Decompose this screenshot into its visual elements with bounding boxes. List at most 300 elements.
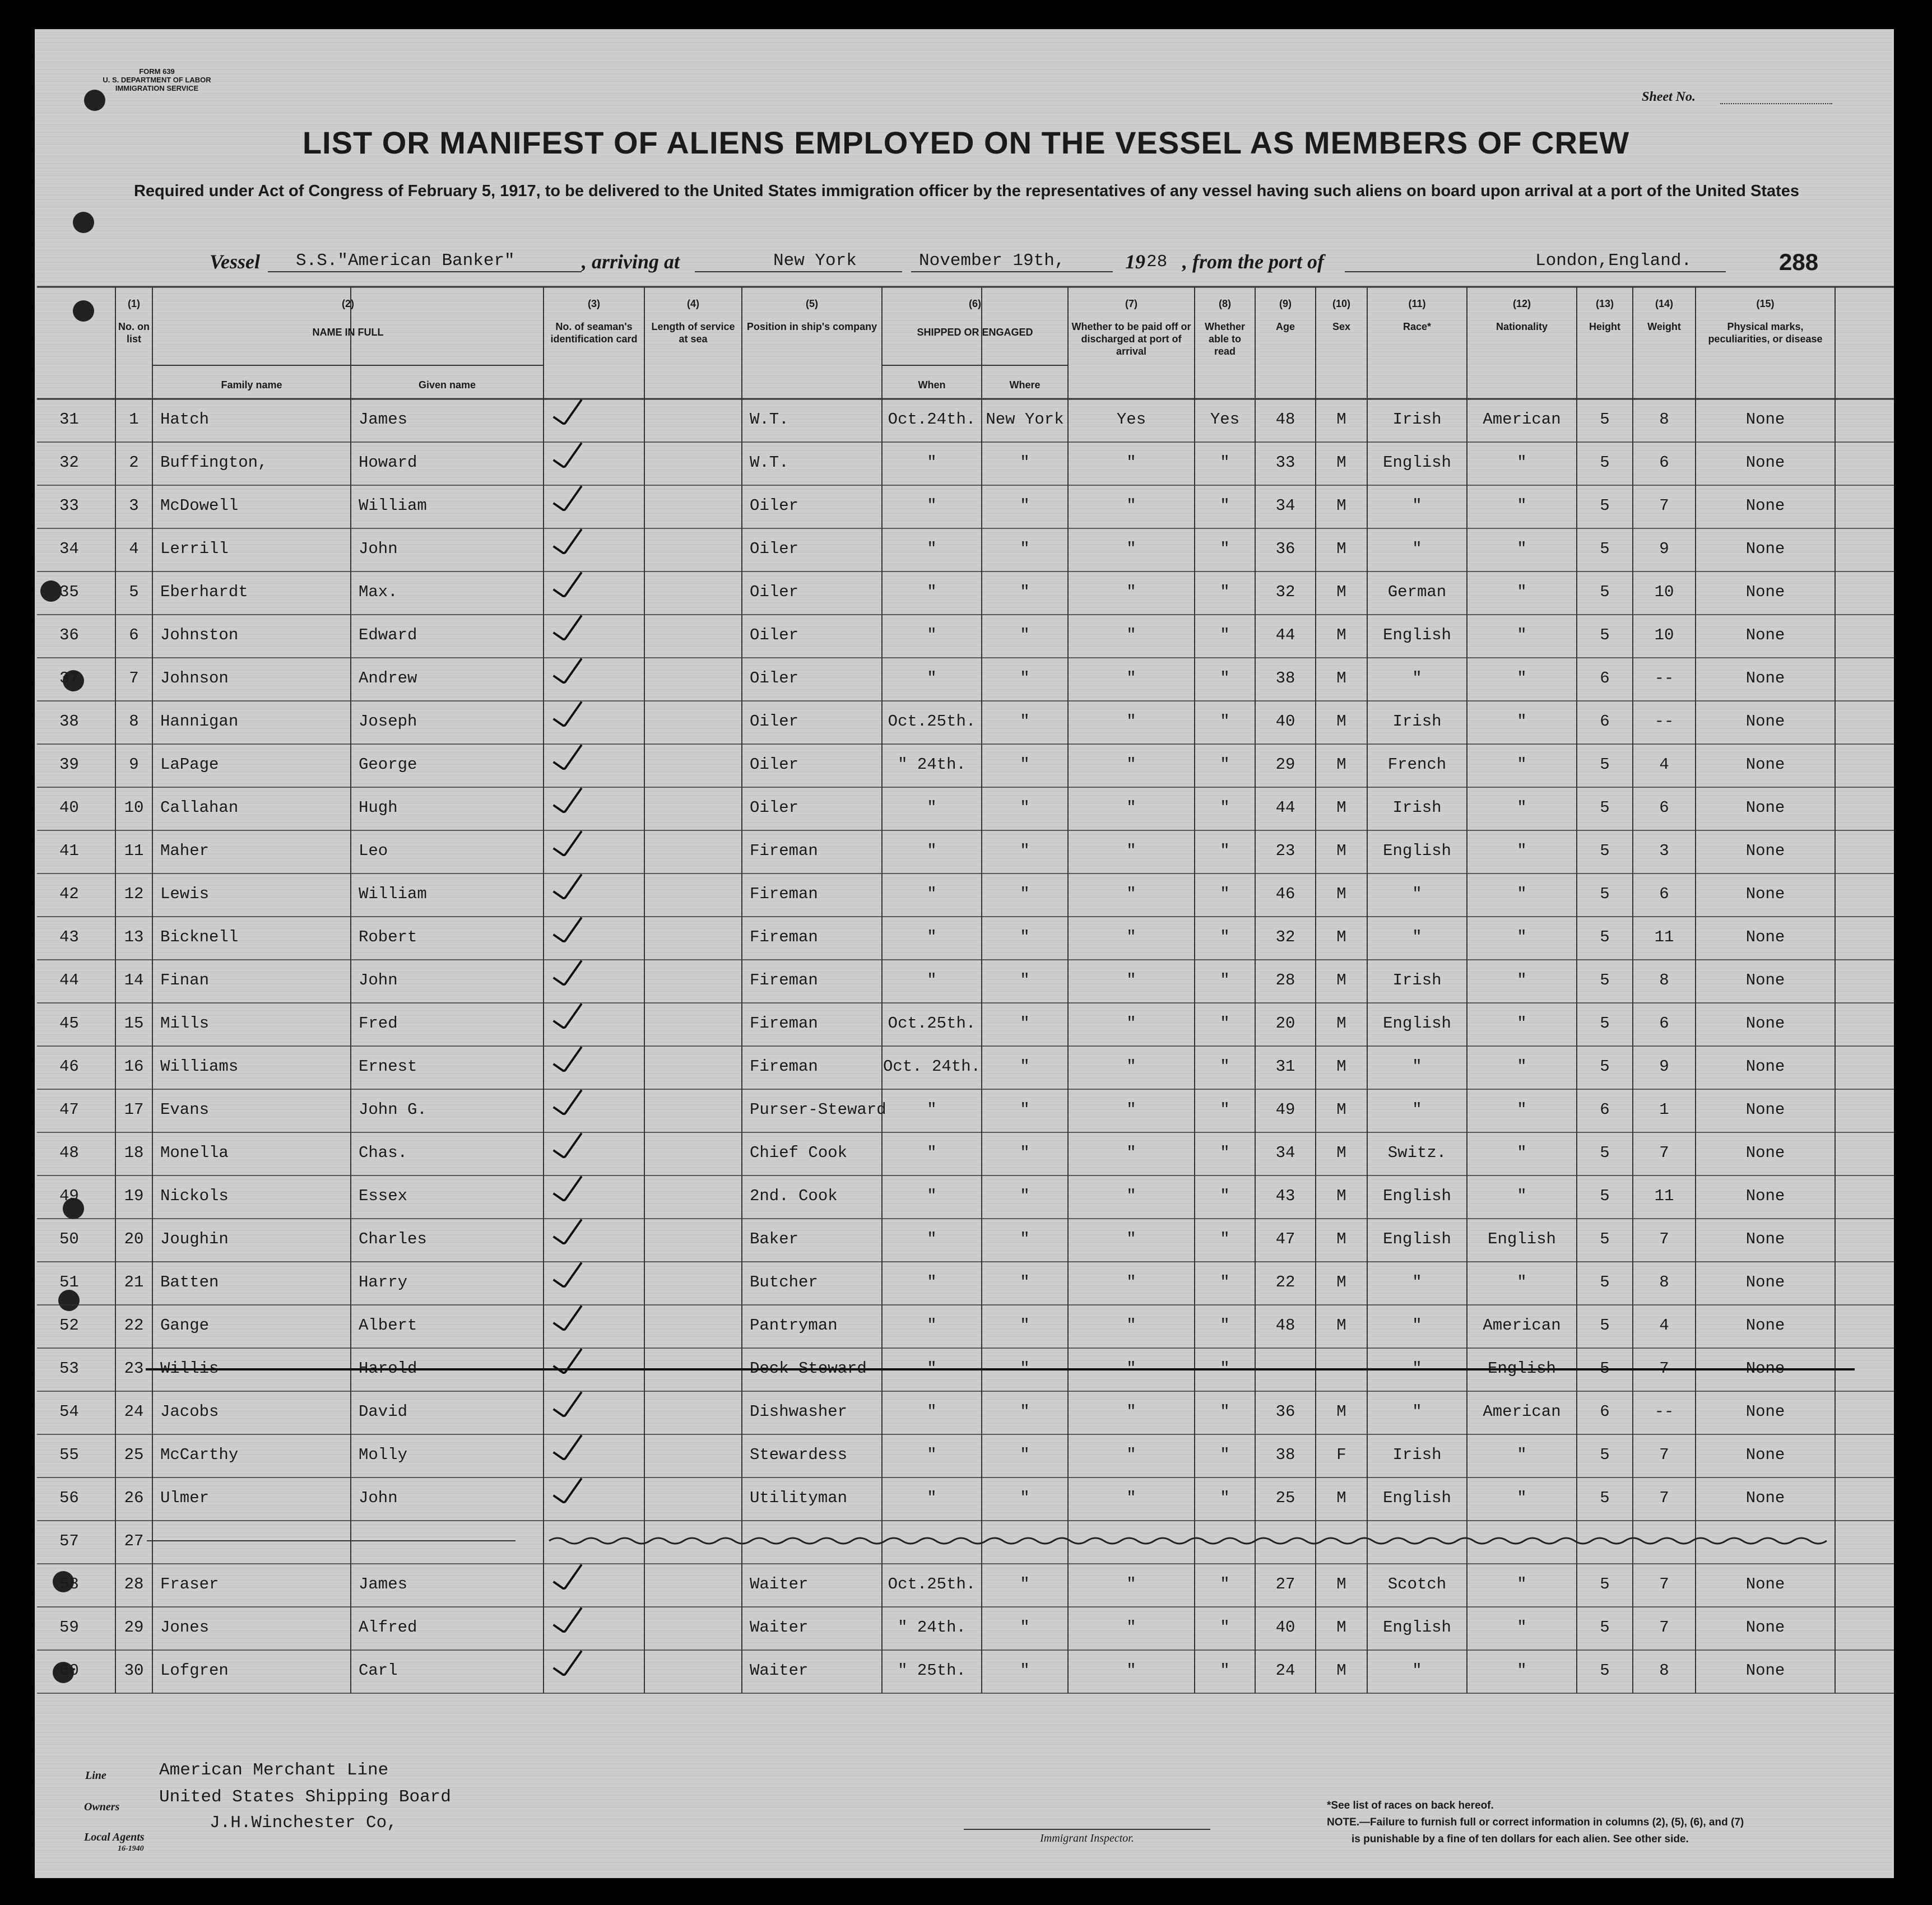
cell-read: " bbox=[1220, 1575, 1230, 1593]
cell-given: James bbox=[359, 1575, 408, 1593]
cell-no: 23 bbox=[124, 1359, 144, 1378]
cell-nationality: English bbox=[1488, 1359, 1556, 1378]
cell-age: 29 bbox=[1275, 755, 1295, 774]
cell-nationality: " bbox=[1517, 1144, 1527, 1162]
cell-marks: None bbox=[1745, 1489, 1785, 1507]
cell-where: " bbox=[1020, 1359, 1030, 1378]
cell-position: Oiler bbox=[750, 540, 799, 558]
sheet-line-number: 46 bbox=[59, 1057, 79, 1076]
cell-race: " bbox=[1412, 885, 1422, 903]
cell-weight: 9 bbox=[1659, 540, 1669, 558]
cell-nationality: " bbox=[1517, 1100, 1527, 1119]
page-subtitle: Required under Act of Congress of February 5, 1917, to be delivered to the United States immigration officer by the representatives of any vessel having such aliens on board upon arrival at a port of the United States bbox=[133, 182, 1800, 200]
cell-position: Waiter bbox=[750, 1575, 809, 1593]
cell-position: Fireman bbox=[750, 928, 818, 946]
cell-where: " bbox=[1020, 1144, 1030, 1162]
cell-no: 21 bbox=[124, 1273, 144, 1291]
cell-when: " bbox=[927, 540, 937, 558]
table-row bbox=[0, 1477, 1932, 1521]
cell-paid: " bbox=[1126, 1273, 1136, 1291]
cell-age: 49 bbox=[1275, 1100, 1295, 1119]
cell-weight: 6 bbox=[1659, 885, 1669, 903]
cell-race: " bbox=[1412, 1402, 1422, 1421]
cell-paid: " bbox=[1126, 885, 1136, 903]
cell-race: " bbox=[1412, 928, 1422, 946]
cell-race: English bbox=[1383, 453, 1451, 472]
cell-height: 5 bbox=[1600, 842, 1610, 860]
cell-marks: None bbox=[1745, 496, 1785, 515]
cell-read: " bbox=[1220, 1446, 1230, 1464]
cell-family: Mills bbox=[160, 1014, 210, 1033]
column-number: (15) bbox=[1756, 298, 1775, 309]
cell-age: 44 bbox=[1275, 626, 1295, 644]
cell-no: 11 bbox=[124, 842, 144, 860]
cell-paid: " bbox=[1126, 453, 1136, 472]
cell-no: 5 bbox=[129, 583, 139, 601]
cell-sex: M bbox=[1336, 540, 1346, 558]
cell-height: 5 bbox=[1600, 1014, 1610, 1033]
cell-weight: 3 bbox=[1659, 842, 1669, 860]
cell-no: 12 bbox=[124, 885, 144, 903]
cell-weight: 7 bbox=[1659, 1144, 1669, 1162]
cell-age: 22 bbox=[1275, 1273, 1295, 1291]
cell-no: 16 bbox=[124, 1057, 144, 1076]
cell-sex: M bbox=[1336, 1014, 1346, 1033]
cell-age: 40 bbox=[1275, 712, 1295, 731]
table-row bbox=[0, 1003, 1932, 1046]
sheet-line-number: 55 bbox=[59, 1446, 79, 1464]
cell-where: " bbox=[1020, 583, 1030, 601]
cell-age: 48 bbox=[1275, 1316, 1295, 1335]
cell-marks: None bbox=[1745, 1446, 1785, 1464]
cell-where: " bbox=[1020, 1057, 1030, 1076]
cell-age: 23 bbox=[1275, 842, 1295, 860]
cell-given: Molly bbox=[359, 1446, 408, 1464]
cell-no: 3 bbox=[129, 496, 139, 515]
cell-height: 5 bbox=[1600, 1230, 1610, 1248]
cell-marks: None bbox=[1745, 1316, 1785, 1335]
cell-given: Carl bbox=[359, 1661, 398, 1680]
cell-family: Fraser bbox=[160, 1575, 219, 1593]
cell-marks: None bbox=[1745, 971, 1785, 989]
cell-where: " bbox=[1020, 1273, 1030, 1291]
cell-height: 5 bbox=[1600, 1661, 1610, 1680]
cell-height: 5 bbox=[1600, 1575, 1610, 1593]
agents-label: Local Agents bbox=[84, 1831, 145, 1843]
cell-when: " bbox=[927, 1187, 937, 1205]
owners-label: Owners bbox=[84, 1801, 120, 1813]
cell-given: John bbox=[359, 540, 398, 558]
cell-weight: 8 bbox=[1659, 971, 1669, 989]
cell-when: " bbox=[927, 1273, 937, 1291]
cell-read: " bbox=[1220, 1359, 1230, 1378]
cell-position: 2nd. Cook bbox=[750, 1187, 838, 1205]
cell-family: Gange bbox=[160, 1316, 210, 1335]
cell-paid: " bbox=[1126, 1446, 1136, 1464]
cell-no: 2 bbox=[129, 453, 139, 472]
cell-family: Jones bbox=[160, 1618, 210, 1637]
cell-read: " bbox=[1220, 669, 1230, 687]
cell-when: " 24th. bbox=[898, 1618, 966, 1637]
column-header: Whether able to read bbox=[1205, 321, 1245, 357]
cell-no: 22 bbox=[124, 1316, 144, 1335]
column-header: Length of service at sea bbox=[651, 321, 735, 345]
cell-marks: None bbox=[1745, 1661, 1785, 1680]
sheet-line-number: 52 bbox=[59, 1316, 79, 1335]
cell-read: " bbox=[1220, 1489, 1230, 1507]
cell-when: " bbox=[927, 1230, 937, 1248]
cell-nationality: " bbox=[1517, 496, 1527, 515]
cell-nationality: " bbox=[1517, 1489, 1527, 1507]
cell-family: Nickols bbox=[160, 1187, 229, 1205]
cell-nationality: " bbox=[1517, 755, 1527, 774]
cell-read: " bbox=[1220, 1661, 1230, 1680]
sheet-line-number: 47 bbox=[59, 1100, 79, 1119]
cell-when: " 25th. bbox=[898, 1661, 966, 1680]
form-identifier bbox=[67, 67, 247, 92]
cell-marks: None bbox=[1745, 842, 1785, 860]
cell-nationality: " bbox=[1517, 453, 1527, 472]
column-subheader: Given name bbox=[418, 379, 476, 391]
cell-height: 5 bbox=[1600, 1316, 1610, 1335]
cell-when: " bbox=[927, 1144, 937, 1162]
cell-marks: None bbox=[1745, 1057, 1785, 1076]
cell-given: Howard bbox=[359, 453, 417, 472]
year-prefix: 19 bbox=[1125, 250, 1145, 273]
cell-weight: 7 bbox=[1659, 496, 1669, 515]
table-row bbox=[0, 873, 1932, 917]
sheet-line-number: 60 bbox=[59, 1661, 79, 1680]
column-number: (10) bbox=[1332, 298, 1350, 309]
sheet-line-number: 40 bbox=[59, 798, 79, 817]
cell-marks: None bbox=[1745, 1014, 1785, 1033]
cell-no: 9 bbox=[129, 755, 139, 774]
cell-paid: " bbox=[1126, 1359, 1136, 1378]
cell-marks: None bbox=[1745, 1402, 1785, 1421]
column-header: Age bbox=[1275, 321, 1295, 332]
cell-where: " bbox=[1020, 1575, 1030, 1593]
cell-race: " bbox=[1412, 1273, 1422, 1291]
cell-height: 5 bbox=[1600, 1618, 1610, 1637]
sheet-line-number: 48 bbox=[59, 1144, 79, 1162]
cell-given: Essex bbox=[359, 1187, 408, 1205]
cell-paid: " bbox=[1126, 1575, 1136, 1593]
column-number: (12) bbox=[1512, 298, 1531, 309]
cell-race: " bbox=[1412, 1359, 1422, 1378]
cell-nationality: " bbox=[1517, 1661, 1527, 1680]
page-title: LIST OR MANIFEST OF ALIENS EMPLOYED ON THE VESSEL AS MEMBERS OF CREW bbox=[302, 125, 1630, 160]
cell-height: 5 bbox=[1600, 1273, 1610, 1291]
owners-value: United States Shipping Board bbox=[159, 1787, 451, 1807]
cell-marks: None bbox=[1745, 1273, 1785, 1291]
cell-when: Oct.24th. bbox=[888, 410, 976, 429]
cell-weight: 10 bbox=[1654, 583, 1674, 601]
cell-weight: 8 bbox=[1659, 1273, 1669, 1291]
form-reference: 16-1940 bbox=[118, 1844, 144, 1853]
cell-read: " bbox=[1220, 1316, 1230, 1335]
cell-weight: 7 bbox=[1659, 1575, 1669, 1593]
cell-height: 5 bbox=[1600, 928, 1610, 946]
cell-read: " bbox=[1220, 842, 1230, 860]
cell-marks: None bbox=[1745, 1618, 1785, 1637]
vessel-name: S.S."American Banker" bbox=[296, 251, 515, 271]
cell-when: " bbox=[927, 928, 937, 946]
cell-sex: M bbox=[1336, 410, 1346, 429]
cell-where: " bbox=[1020, 1661, 1030, 1680]
cell-family: Johnston bbox=[160, 626, 239, 644]
punch-hole bbox=[73, 212, 94, 233]
cell-family: Callahan bbox=[160, 798, 239, 817]
cell-age: 33 bbox=[1275, 453, 1295, 472]
cell-height: 5 bbox=[1600, 583, 1610, 601]
cell-race: " bbox=[1412, 1661, 1422, 1680]
cell-paid: " bbox=[1126, 798, 1136, 817]
cell-marks: None bbox=[1745, 1230, 1785, 1248]
cell-no: 6 bbox=[129, 626, 139, 644]
cell-given: Harry bbox=[359, 1273, 408, 1291]
cell-read: " bbox=[1220, 1014, 1230, 1033]
cell-race: English bbox=[1383, 1618, 1451, 1637]
line-value: American Merchant Line bbox=[159, 1760, 389, 1780]
sheet-line-number: 45 bbox=[59, 1014, 79, 1033]
cell-age: 24 bbox=[1275, 1661, 1295, 1680]
departure-port: London,England. bbox=[1535, 251, 1692, 271]
port-underline bbox=[695, 271, 902, 272]
cell-height: 5 bbox=[1600, 453, 1610, 472]
penalty-note: NOTE.—Failure to furnish full or correct information in columns (2), (5), (6), and (7) bbox=[1327, 1816, 1744, 1828]
column-header: No. on list bbox=[118, 321, 150, 345]
cell-position: Butcher bbox=[750, 1273, 818, 1291]
column-subheader: Family name bbox=[221, 379, 282, 391]
sheet-line-number: 51 bbox=[59, 1273, 79, 1291]
column-number: (11) bbox=[1408, 298, 1426, 309]
cell-height: 5 bbox=[1600, 1144, 1610, 1162]
cell-race: " bbox=[1412, 496, 1422, 515]
cell-nationality: " bbox=[1517, 971, 1527, 989]
punch-hole bbox=[84, 90, 105, 111]
cell-position: Fireman bbox=[750, 971, 818, 989]
cell-no: 29 bbox=[124, 1618, 144, 1637]
penalty-note-continued: is punishable by a fine of ten dollars for each alien. See other side. bbox=[1352, 1833, 1689, 1845]
cell-age: 32 bbox=[1275, 583, 1295, 601]
cell-paid: " bbox=[1126, 712, 1136, 731]
table-row bbox=[0, 1132, 1932, 1175]
cell-paid: " bbox=[1126, 1618, 1136, 1637]
cell-height: 5 bbox=[1600, 1446, 1610, 1464]
cell-no: 24 bbox=[124, 1402, 144, 1421]
cell-nationality: " bbox=[1517, 1446, 1527, 1464]
cell-given: Robert bbox=[359, 928, 417, 946]
cell-when: Oct.25th. bbox=[888, 1014, 976, 1033]
cell-when: " bbox=[927, 1446, 937, 1464]
cell-age: 36 bbox=[1275, 540, 1295, 558]
cell-where: " bbox=[1020, 1014, 1030, 1033]
cell-weight: 8 bbox=[1659, 1661, 1669, 1680]
cell-given: Ernest bbox=[359, 1057, 417, 1076]
table-row bbox=[0, 442, 1932, 485]
sheet-line-number: 42 bbox=[59, 885, 79, 903]
cell-when: " bbox=[927, 583, 937, 601]
cell-read: " bbox=[1220, 1100, 1230, 1119]
cell-no: 18 bbox=[124, 1144, 144, 1162]
cell-paid: " bbox=[1126, 540, 1136, 558]
cell-position: Waiter bbox=[750, 1661, 809, 1680]
cell-when: " bbox=[927, 842, 937, 860]
sheet-line-number: 38 bbox=[59, 712, 79, 731]
cell-read: " bbox=[1220, 1144, 1230, 1162]
cell-nationality: " bbox=[1517, 1575, 1527, 1593]
cell-family: Buffington, bbox=[160, 453, 268, 472]
cell-sex: F bbox=[1336, 1446, 1346, 1464]
line-label: Line bbox=[85, 1769, 106, 1782]
cell-family: McDowell bbox=[160, 496, 239, 515]
arrival-year: 28 bbox=[1146, 252, 1168, 272]
table-row bbox=[0, 787, 1932, 830]
cell-weight: 10 bbox=[1654, 626, 1674, 644]
table-row bbox=[0, 1046, 1932, 1089]
cell-height: 5 bbox=[1600, 626, 1610, 644]
cell-paid: " bbox=[1126, 626, 1136, 644]
sheet-line-number: 50 bbox=[59, 1230, 79, 1248]
cell-family: Jacobs bbox=[160, 1402, 219, 1421]
sheet-line-number: 39 bbox=[59, 755, 79, 774]
department-name: U. S. DEPARTMENT OF LABOR bbox=[103, 76, 211, 84]
cell-when: " bbox=[927, 971, 937, 989]
cell-weight: 7 bbox=[1659, 1618, 1669, 1637]
cell-sex: M bbox=[1336, 1144, 1346, 1162]
cell-sex: M bbox=[1336, 1316, 1346, 1335]
table-row bbox=[0, 1219, 1932, 1262]
cell-family: Monella bbox=[160, 1144, 229, 1162]
sheet-line-number: 36 bbox=[59, 626, 79, 644]
cell-when: " bbox=[927, 669, 937, 687]
column-header: Position in ship's company bbox=[746, 321, 877, 332]
cell-paid: " bbox=[1126, 583, 1136, 601]
cell-nationality: American bbox=[1483, 410, 1561, 429]
table-row bbox=[0, 1650, 1932, 1693]
cell-weight: -- bbox=[1654, 712, 1674, 731]
cell-height: 5 bbox=[1600, 1489, 1610, 1507]
cell-sex: M bbox=[1336, 842, 1346, 860]
cell-age: 43 bbox=[1275, 1187, 1295, 1205]
cell-read: " bbox=[1220, 626, 1230, 644]
cell-family: Hatch bbox=[160, 410, 210, 429]
cell-position: Fireman bbox=[750, 885, 818, 903]
cell-marks: None bbox=[1745, 928, 1785, 946]
vessel-label: Vessel bbox=[210, 250, 260, 273]
column-number: (5) bbox=[806, 298, 818, 309]
cell-age: 34 bbox=[1275, 496, 1295, 515]
cell-when: " bbox=[927, 1100, 937, 1119]
column-subheader: When bbox=[918, 379, 946, 391]
cell-age: 27 bbox=[1275, 1575, 1295, 1593]
cell-race: " bbox=[1412, 669, 1422, 687]
cell-height: 5 bbox=[1600, 1057, 1610, 1076]
cell-age: 36 bbox=[1275, 1402, 1295, 1421]
cell-when: " bbox=[927, 885, 937, 903]
cell-sex: M bbox=[1336, 1489, 1346, 1507]
cell-paid: " bbox=[1126, 1402, 1136, 1421]
cell-when: Oct.25th. bbox=[888, 712, 976, 731]
cell-where: " bbox=[1020, 842, 1030, 860]
agents-value: J.H.Winchester Co, bbox=[210, 1813, 397, 1833]
cell-read: " bbox=[1220, 1187, 1230, 1205]
cell-paid: " bbox=[1126, 1057, 1136, 1076]
cell-race: " bbox=[1412, 1316, 1422, 1335]
column-number: (6) bbox=[969, 298, 981, 309]
cell-read: " bbox=[1220, 755, 1230, 774]
cell-nationality: " bbox=[1517, 1618, 1527, 1637]
cell-given: John bbox=[359, 971, 398, 989]
cell-height: 6 bbox=[1600, 1100, 1610, 1119]
table-row bbox=[0, 615, 1932, 658]
cell-when: " bbox=[927, 453, 937, 472]
column-number: (4) bbox=[687, 298, 699, 309]
cell-no: 10 bbox=[124, 798, 144, 817]
cell-position: Oiler bbox=[750, 626, 799, 644]
cell-no: 8 bbox=[129, 712, 139, 731]
cell-nationality: " bbox=[1517, 928, 1527, 946]
arrival-date: November 19th, bbox=[919, 251, 1065, 271]
cell-when: " bbox=[927, 1402, 937, 1421]
column-number: (13) bbox=[1595, 298, 1614, 309]
cell-weight: -- bbox=[1654, 669, 1674, 687]
table-row bbox=[0, 1434, 1932, 1477]
cell-position: W.T. bbox=[750, 410, 789, 429]
cell-where: " bbox=[1020, 1402, 1030, 1421]
cell-where: " bbox=[1020, 1100, 1030, 1119]
cell-marks: None bbox=[1745, 453, 1785, 472]
cell-height: 5 bbox=[1600, 755, 1610, 774]
cell-nationality: " bbox=[1517, 540, 1527, 558]
cell-when: Oct.25th. bbox=[888, 1575, 976, 1593]
cell-race: Irish bbox=[1392, 1446, 1442, 1464]
cell-paid: " bbox=[1126, 496, 1136, 515]
cell-sex: M bbox=[1336, 1273, 1346, 1291]
cell-no: 25 bbox=[124, 1446, 144, 1464]
arrival-port: New York bbox=[773, 251, 857, 271]
cell-marks: None bbox=[1745, 583, 1785, 601]
cell-race: Switz. bbox=[1387, 1144, 1447, 1162]
cell-paid: " bbox=[1126, 669, 1136, 687]
cell-sex: M bbox=[1336, 669, 1346, 687]
cell-race: English bbox=[1383, 1489, 1451, 1507]
cell-position: Fireman bbox=[750, 1057, 818, 1076]
cell-sex: M bbox=[1336, 1057, 1346, 1076]
sheet-line-number: 56 bbox=[59, 1489, 79, 1507]
cell-family: Willis bbox=[160, 1359, 219, 1378]
cell-family: Eberhardt bbox=[160, 583, 248, 601]
cell-age: 25 bbox=[1275, 1489, 1295, 1507]
punch-hole bbox=[73, 300, 94, 322]
cell-position: Fireman bbox=[750, 842, 818, 860]
column-header: SHIPPED OR ENGAGED bbox=[917, 327, 1033, 338]
column-header: Physical marks, peculiarities, or disease bbox=[1708, 321, 1823, 345]
table-row bbox=[0, 830, 1932, 873]
cell-weight: 7 bbox=[1659, 1446, 1669, 1464]
cell-sex: M bbox=[1336, 712, 1346, 731]
cell-family: Maher bbox=[160, 842, 210, 860]
cell-no: 20 bbox=[124, 1230, 144, 1248]
sheet-line-number: 32 bbox=[59, 453, 79, 472]
cell-age: 38 bbox=[1275, 669, 1295, 687]
cell-position: Fireman bbox=[750, 1014, 818, 1033]
cell-no: 7 bbox=[129, 669, 139, 687]
cell-paid: " bbox=[1126, 1100, 1136, 1119]
sheet-line-number: 35 bbox=[59, 583, 79, 601]
cell-paid: " bbox=[1126, 1144, 1136, 1162]
cell-family: Lofgren bbox=[160, 1661, 229, 1680]
